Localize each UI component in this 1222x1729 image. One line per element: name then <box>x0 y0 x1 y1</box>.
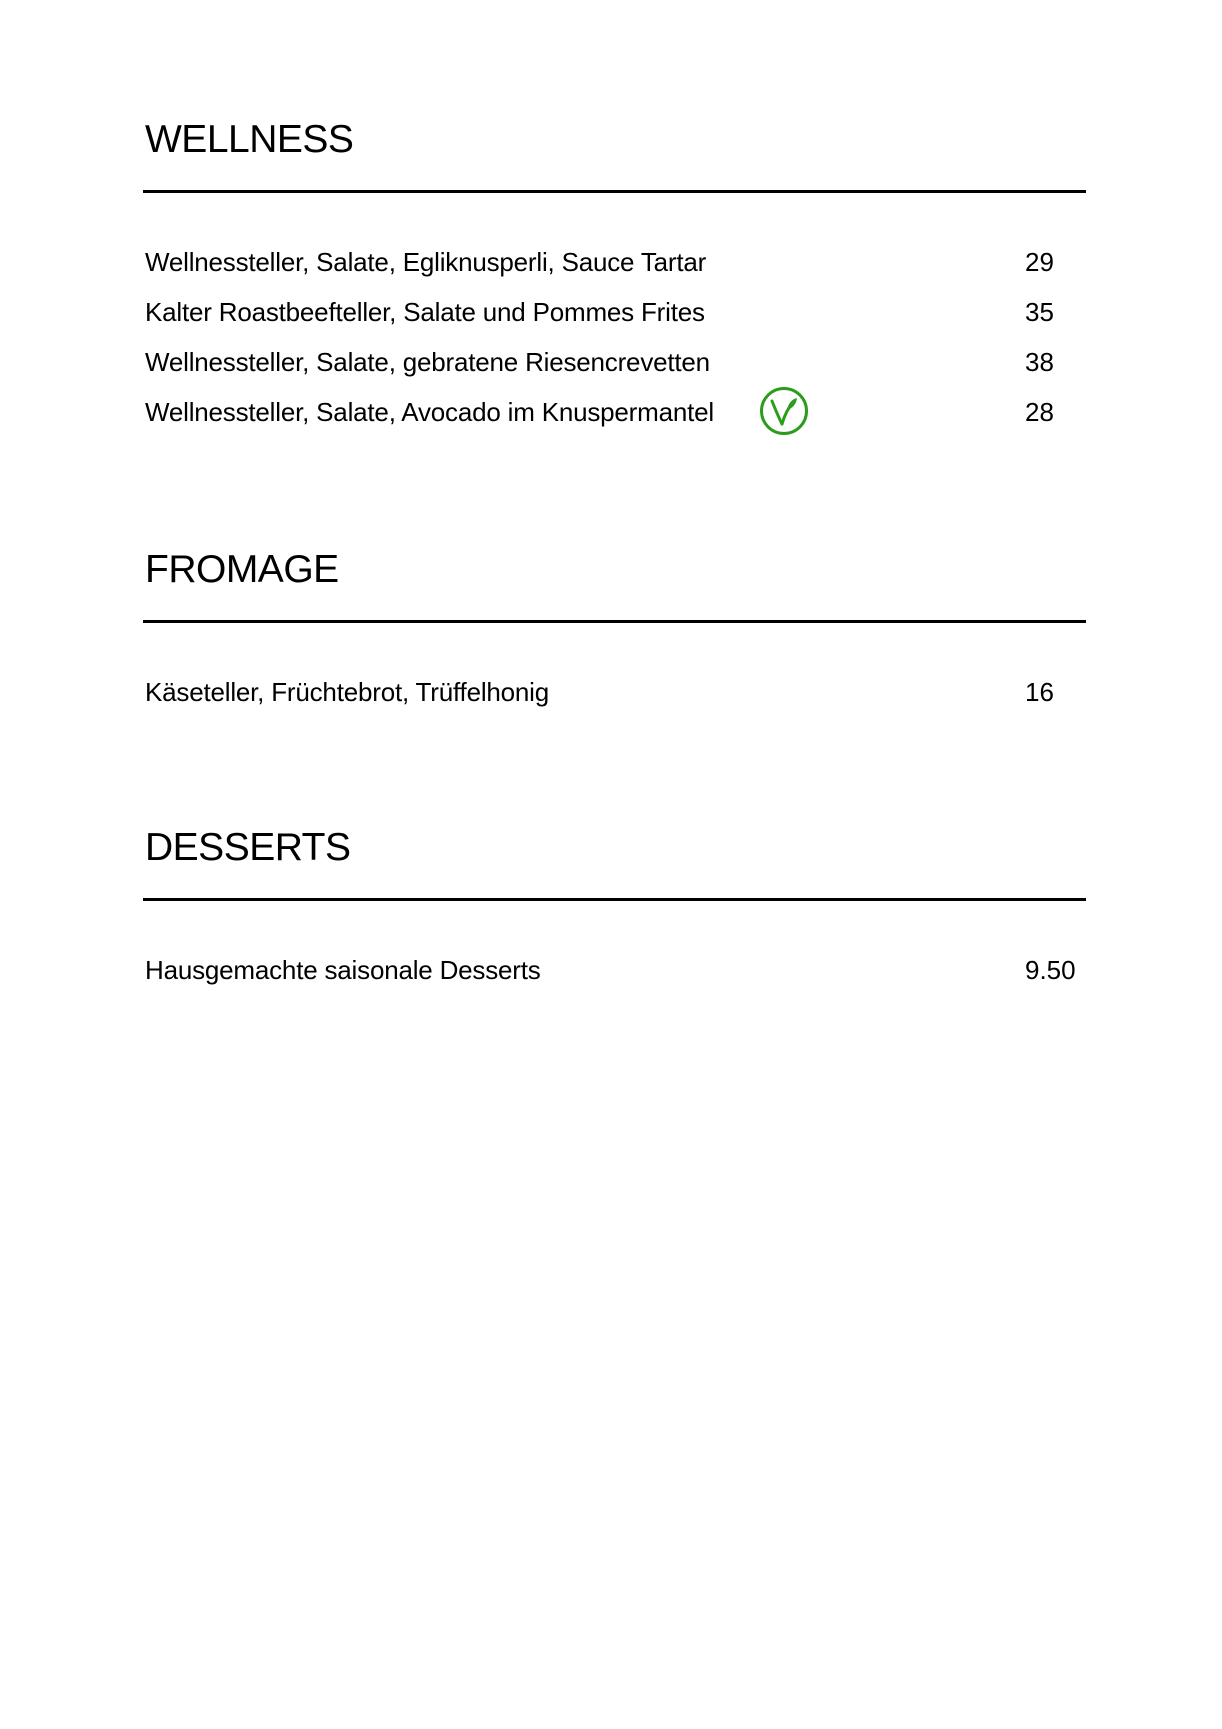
section-fromage <box>145 548 1086 707</box>
menu-item-name: Hausgemachte saisonale Desserts <box>145 955 541 985</box>
section-wellness <box>145 118 1086 427</box>
section-desserts <box>145 826 1086 985</box>
menu-item <box>145 672 1086 712</box>
menu-item-price: 29 <box>1025 247 1054 277</box>
menu-item-name: Wellnessteller, Salate, Egliknusperli, Sauce Tartar <box>145 247 707 277</box>
section-divider <box>143 898 1086 901</box>
section-title-wellness: WELLNESS <box>145 118 354 161</box>
menu-item-name: Wellnessteller, Salate, Avocado im Knuspermantel <box>145 397 714 427</box>
menu-item-name: Käseteller, Früchtebrot, Trüffelhonig <box>145 677 550 707</box>
section-title-desserts: DESSERTS <box>145 826 351 869</box>
menu-item-name: Kalter Roastbeefteller, Salate und Pommes Frites <box>145 297 705 327</box>
menu-item-name: Wellnessteller, Salate, gebratene Riesencrevetten <box>145 347 710 377</box>
menu-item <box>145 950 1086 990</box>
menu-item <box>145 242 1086 282</box>
menu-item-price: 28 <box>1025 397 1054 427</box>
menu-item <box>145 292 1086 332</box>
section-divider <box>143 620 1086 623</box>
section-title-fromage: FROMAGE <box>145 548 339 591</box>
vegan-icon <box>759 386 809 436</box>
menu-item <box>145 342 1086 382</box>
menu-item-price: 16 <box>1025 677 1054 707</box>
section-divider <box>143 190 1086 193</box>
menu-item-price: 35 <box>1025 297 1054 327</box>
menu-item <box>145 392 1086 432</box>
menu-item-price: 38 <box>1025 347 1054 377</box>
menu-item-price: 9.50 <box>1025 955 1076 985</box>
